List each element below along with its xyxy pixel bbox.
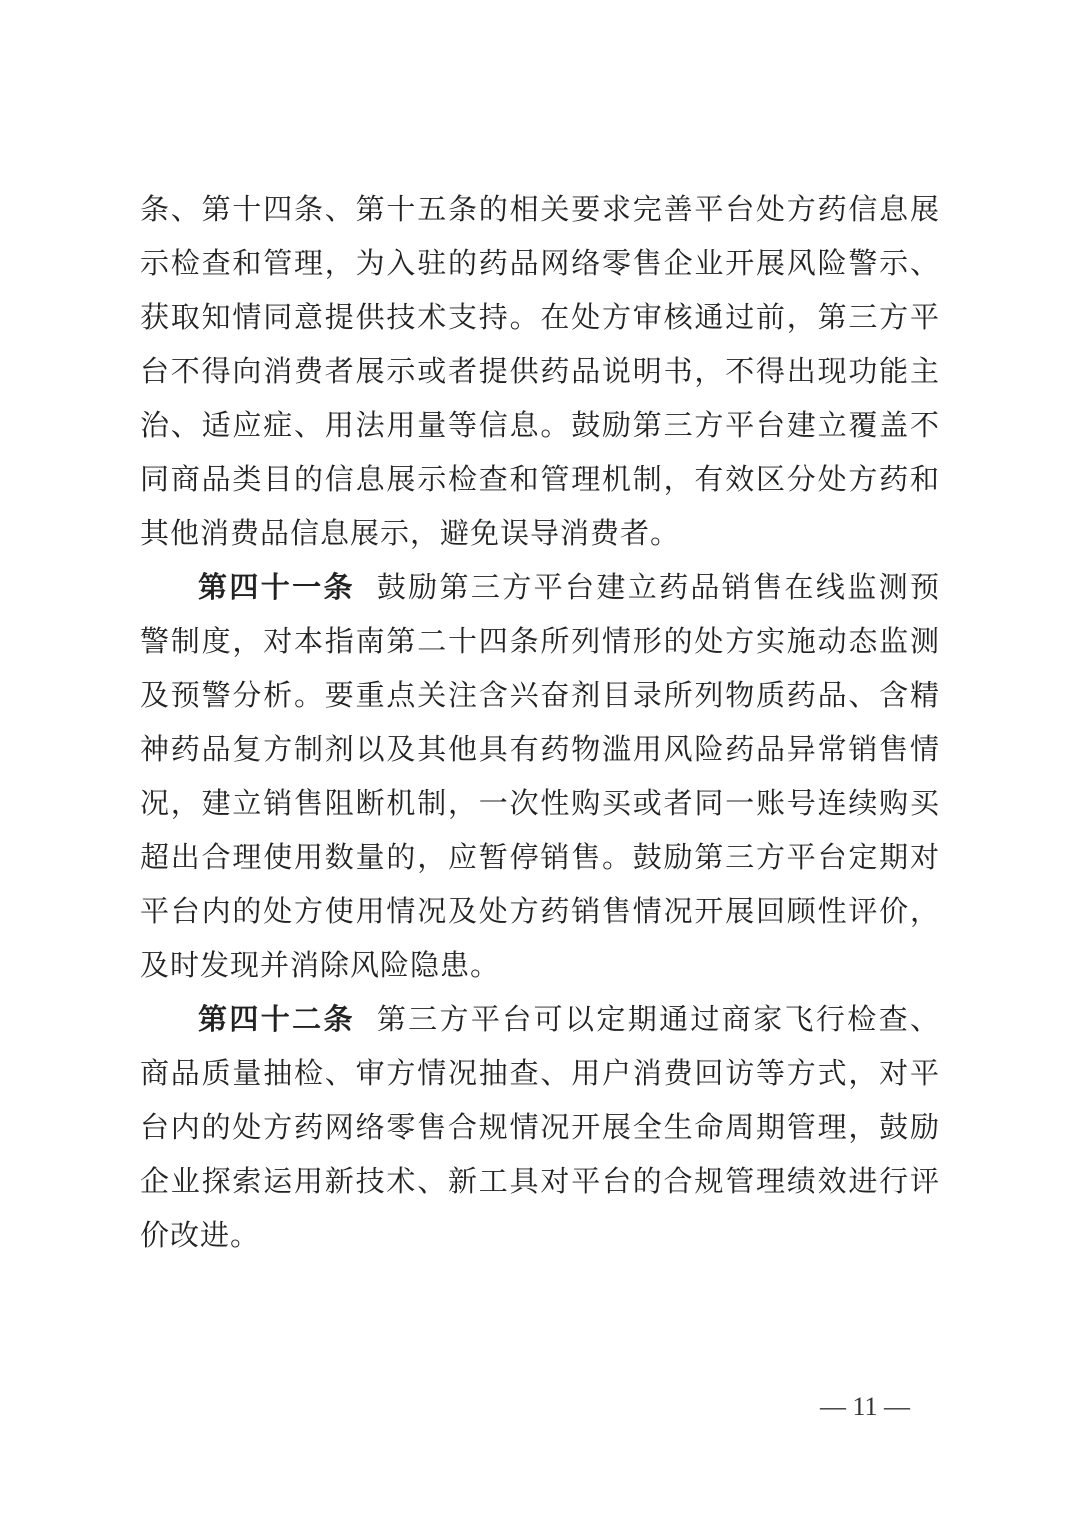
article-42 xyxy=(140,992,940,1262)
paragraph-text: 条、第十四条、第十五条的相关要求完善平台处方药信息展示检查和管理，为入驻的药品网络零售企业开展风险警示、获取知情同意提供技术支持。在处方审核通过前，第三方平台不得向消费者展示或者提供药品说明书，不得出现功能主治、适应症、用法用量等信息。鼓励第三方平台建立覆盖不同商品类目的信息展示检查和管理机制，有效区分处方药和其他消费品信息展示，避免误导消费者。 xyxy=(140,192,940,550)
document-body xyxy=(140,182,940,1262)
paragraph-continuation xyxy=(140,182,940,560)
article-number: 第四十二条 xyxy=(198,1002,355,1036)
paragraph-text: 鼓励第三方平台建立药品销售在线监测预警制度，对本指南第二十四条所列情形的处方实施动态监测及预警分析。要重点关注含兴奋剂目录所列物质药品、含精神药品复方制剂以及其他具有药物滥用风险药品异常销售情况，建立销售阻断机制，一次性购买或者同一账号连续购买超出合理使用数量的，应暂停销售。鼓励第三方平台定期对平台内的处方使用情况及处方药销售情况开展回顾性评价，及时发现并消除风险隐患。 xyxy=(140,570,940,982)
page-number: — 11 — xyxy=(819,1392,911,1421)
article-41 xyxy=(140,560,940,992)
article-number: 第四十一条 xyxy=(198,570,355,604)
paragraph-text: 第三方平台可以定期通过商家飞行检查、商品质量抽检、审方情况抽查、用户消费回访等方式，对平台内的处方药网络零售合规情况开展全生命周期管理，鼓励企业探索运用新技术、新工具对平台的合规管理绩效进行评价改进。 xyxy=(140,1002,940,1252)
